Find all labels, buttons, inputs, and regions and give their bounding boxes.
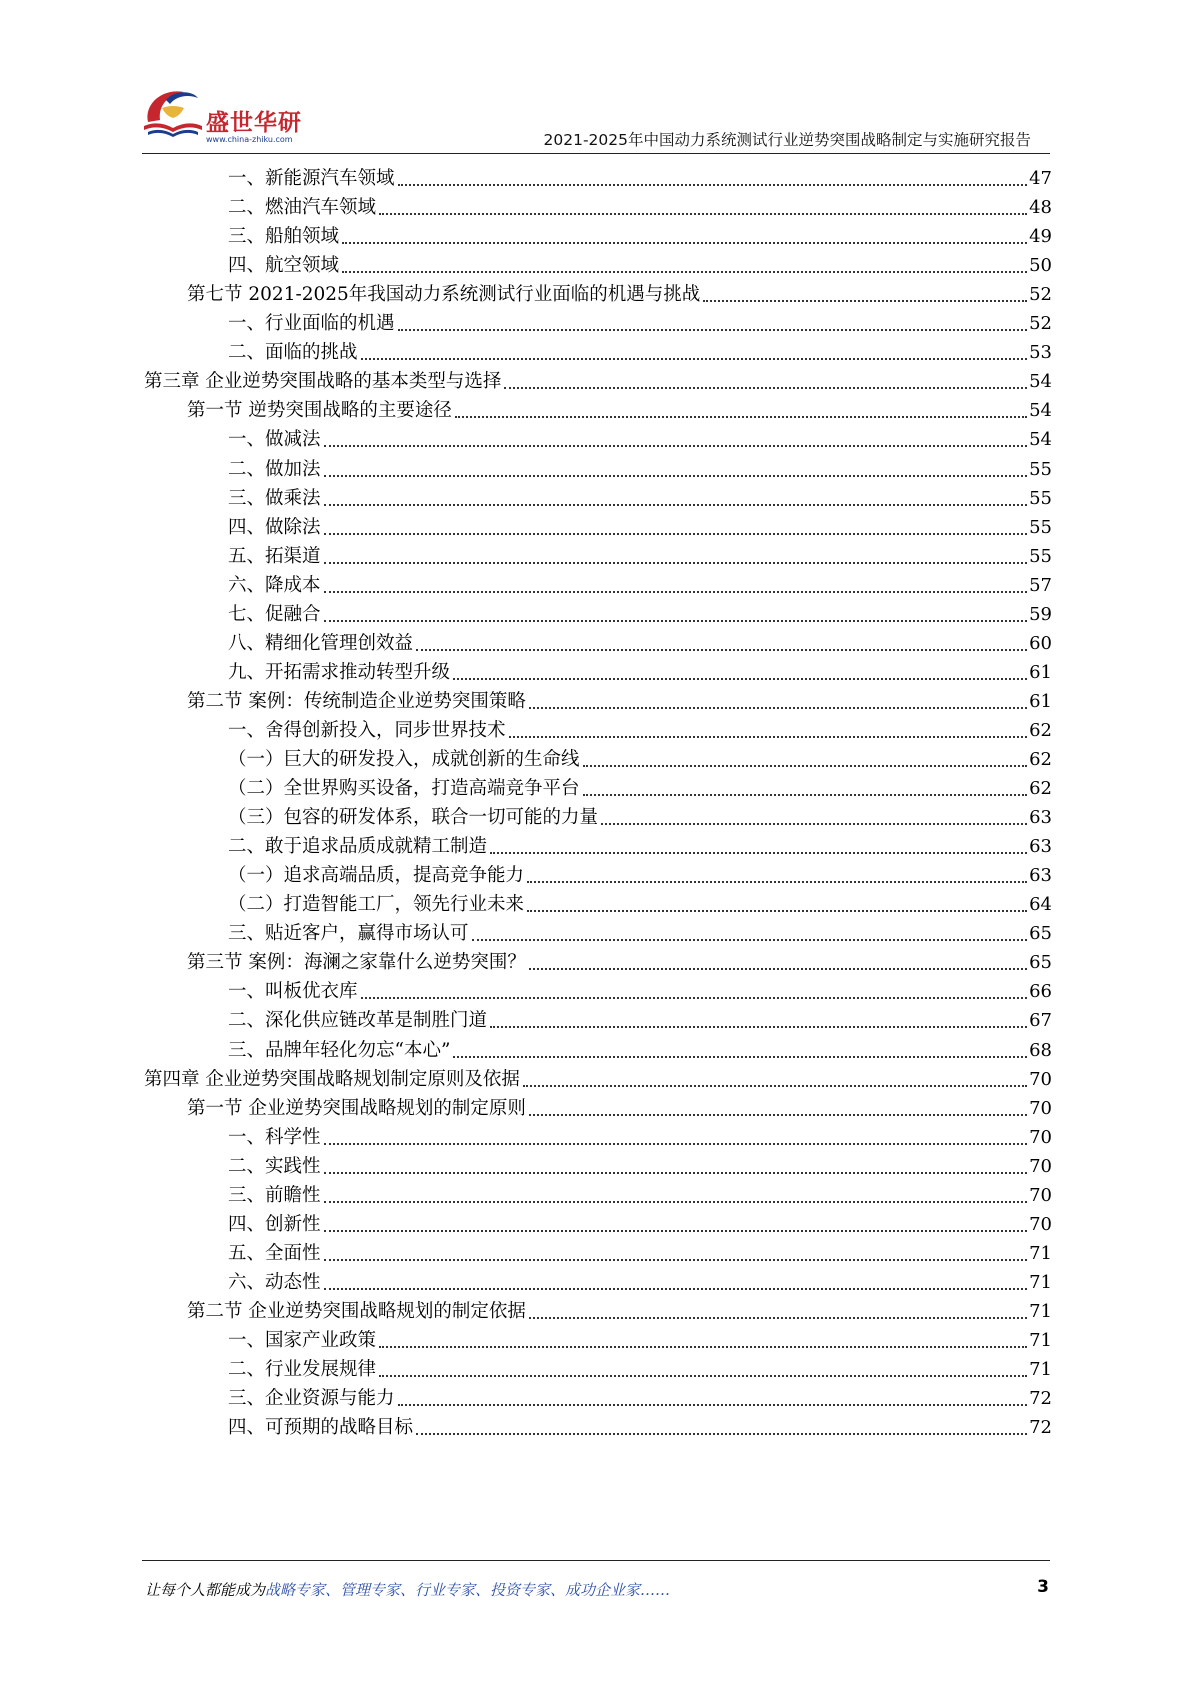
toc-dot-leader — [529, 1113, 1027, 1116]
toc-dot-leader — [398, 1403, 1028, 1406]
toc-entry-title: 第二节 企业逆势突围战略规划的制定依据 — [187, 1300, 526, 1322]
toc-dot-leader — [324, 1200, 1028, 1203]
toc-entry-page: 50 — [1029, 255, 1052, 277]
toc-dot-leader — [416, 1432, 1027, 1435]
toc-dot-leader — [324, 619, 1028, 622]
toc-entry-page: 63 — [1029, 807, 1052, 829]
toc-entry[interactable] — [228, 1004, 1052, 1034]
toc-entry-title: 三、做乘法 — [228, 487, 321, 509]
toc-entry-title: 二、敢于追求品质成就精工制造 — [228, 836, 488, 858]
toc-entry[interactable] — [228, 1034, 1052, 1064]
toc-entry[interactable] — [228, 511, 1052, 541]
toc-entry[interactable] — [228, 1324, 1052, 1354]
toc-entry-title: 四、航空领域 — [228, 255, 340, 277]
toc-entry[interactable] — [228, 423, 1052, 453]
toc-dot-leader — [324, 444, 1028, 447]
toc-entry-title: 五、拓渠道 — [228, 545, 321, 567]
toc-entry[interactable] — [228, 830, 1052, 860]
toc-entry-title: （一）追求高端品质，提高竞争能力 — [228, 865, 525, 887]
toc-entry-page: 71 — [1029, 1242, 1052, 1264]
toc-entry-page: 70 — [1029, 1097, 1052, 1119]
toc-entry-title: 四、可预期的战略目标 — [228, 1417, 414, 1439]
toc-entry[interactable] — [228, 453, 1052, 483]
toc-entry-title: 二、深化供应链改革是制胜门道 — [228, 1010, 488, 1032]
toc-entry-title: 三、品牌年轻化勿忘“本心” — [228, 1039, 451, 1061]
toc-dot-leader — [523, 1084, 1027, 1087]
toc-dot-leader — [583, 764, 1028, 767]
report-title: 2021-2025年中国动力系统测试行业逆势突围战略制定与实施研究报告 — [543, 131, 1031, 149]
toc-dot-leader — [527, 909, 1027, 912]
toc-entry-page: 52 — [1029, 313, 1052, 335]
toc-entry-page: 71 — [1029, 1330, 1052, 1351]
toc-entry-title: 第二节 案例：传统制造企业逆势突围策略 — [187, 690, 526, 712]
toc-entry-title: 第四章 企业逆势突围战略规划制定原则及依据 — [144, 1068, 520, 1090]
toc-entry-page: 47 — [1029, 168, 1052, 189]
toc-entry[interactable] — [228, 627, 1052, 657]
toc-entry[interactable] — [228, 1208, 1052, 1238]
toc-entry-page: 60 — [1029, 632, 1052, 654]
logo-book-icon — [140, 82, 206, 144]
toc-entry-title: 二、行业发展规律 — [228, 1359, 377, 1381]
toc-entry[interactable] — [228, 1353, 1052, 1383]
toc-dot-leader — [529, 967, 1027, 970]
toc-entry[interactable] — [228, 1121, 1052, 1151]
toc-entry-title: 一、行业面临的机遇 — [228, 313, 395, 335]
toc-dot-leader — [703, 299, 1027, 302]
toc-dot-leader — [324, 1229, 1028, 1232]
toc-entry-title: 一、做减法 — [228, 429, 321, 451]
toc-entry[interactable] — [144, 1063, 1052, 1093]
toc-entry-title: 一、国家产业政策 — [228, 1330, 377, 1351]
toc-entry-page: 55 — [1029, 545, 1052, 567]
toc-entry[interactable] — [228, 1237, 1052, 1267]
toc-entry-page: 70 — [1029, 1184, 1052, 1206]
toc-entry-page: 62 — [1029, 749, 1052, 770]
toc-dot-leader — [379, 1345, 1027, 1348]
toc-entry-page: 71 — [1029, 1300, 1052, 1322]
slogan-prefix: 让每个人都能成为 — [145, 1581, 266, 1599]
toc-entry-title: 一、叫板优衣库 — [228, 981, 358, 1003]
toc-entry-title: 三、贴近客户，赢得市场认可 — [228, 923, 469, 945]
toc-entry[interactable] — [187, 685, 1052, 715]
toc-entry-page: 70 — [1029, 1068, 1052, 1090]
toc-entry-title: 六、降成本 — [228, 574, 321, 596]
toc-dot-leader — [455, 415, 1027, 418]
toc-entry-page: 54 — [1029, 400, 1052, 422]
toc-entry-title: 二、实践性 — [228, 1155, 321, 1177]
toc-entry[interactable] — [228, 888, 1052, 918]
toc-entry-page: 72 — [1029, 1417, 1052, 1439]
toc-entry[interactable] — [228, 1179, 1052, 1209]
toc-entry-title: （二）全世界购买设备，打造高端竞争平台 — [228, 778, 580, 800]
toc-entry[interactable] — [187, 1092, 1052, 1122]
toc-dot-leader — [361, 996, 1028, 999]
toc-entry-title: 六、动态性 — [228, 1271, 321, 1293]
toc-entry-page: 72 — [1029, 1388, 1052, 1410]
toc-entry-title: 第一节 企业逆势突围战略规划的制定原则 — [187, 1097, 526, 1119]
toc-entry[interactable] — [228, 772, 1052, 802]
toc-entry[interactable] — [228, 1382, 1052, 1412]
page-number: 3 — [1037, 1577, 1049, 1597]
toc-entry-title: 一、舍得创新投入，同步世界技术 — [228, 719, 506, 741]
toc-dot-leader — [361, 357, 1028, 360]
toc-entry-page: 67 — [1029, 1010, 1052, 1032]
toc-entry-page: 62 — [1029, 778, 1052, 800]
footer-slogan — [145, 1579, 670, 1600]
toc-entry-title: 第三节 案例：海澜之家靠什么逆势突围？ — [187, 952, 526, 974]
toc-entry[interactable] — [228, 1411, 1052, 1441]
toc-entry[interactable] — [228, 482, 1052, 512]
toc-dot-leader — [529, 1316, 1027, 1319]
toc-entry[interactable] — [228, 1266, 1052, 1296]
page-header — [0, 0, 1191, 160]
toc-dot-leader — [324, 532, 1028, 535]
toc-dot-leader — [324, 590, 1028, 593]
toc-entry-page: 63 — [1029, 836, 1052, 858]
toc-entry-page: 65 — [1029, 923, 1052, 945]
toc-dot-leader — [472, 938, 1028, 941]
toc-dot-leader — [324, 474, 1028, 477]
toc-entry[interactable] — [228, 191, 1052, 221]
toc-dot-leader — [453, 1055, 1027, 1058]
toc-entry-page: 61 — [1029, 690, 1052, 712]
toc-dot-leader — [324, 503, 1028, 506]
toc-entry[interactable] — [228, 1150, 1052, 1180]
toc-entry-page: 52 — [1029, 284, 1052, 306]
toc-entry-title: 三、前瞻性 — [228, 1184, 321, 1206]
toc-dot-leader — [324, 1142, 1028, 1145]
toc-entry-page: 54 — [1029, 429, 1052, 451]
toc-dot-leader — [527, 880, 1027, 883]
toc-dot-leader — [324, 561, 1028, 564]
toc-entry-page: 62 — [1029, 719, 1052, 741]
toc-dot-leader — [583, 793, 1028, 796]
toc-entry[interactable] — [228, 975, 1052, 1005]
toc-entry-page: 59 — [1029, 603, 1052, 625]
toc-entry[interactable] — [228, 249, 1052, 279]
logo-name: 盛世华研 — [206, 110, 302, 136]
toc-entry[interactable] — [187, 1295, 1052, 1325]
company-logo — [140, 82, 340, 152]
toc-entry-page: 55 — [1029, 458, 1052, 480]
toc-entry[interactable] — [144, 365, 1052, 395]
toc-dot-leader — [601, 822, 1027, 825]
toc-entry-title: 五、全面性 — [228, 1242, 321, 1264]
footer-divider — [142, 1560, 1050, 1561]
toc-dot-leader — [324, 1171, 1028, 1174]
toc-entry-title: 三、企业资源与能力 — [228, 1388, 395, 1410]
toc-entry[interactable] — [228, 859, 1052, 889]
toc-entry[interactable] — [228, 540, 1052, 570]
toc-entry-title: （二）打造智能工厂，领先行业未来 — [228, 894, 525, 916]
toc-entry-title: 第一节 逆势突围战略的主要途径 — [187, 400, 452, 422]
toc-dot-leader — [398, 183, 1028, 186]
toc-entry-title: 第三章 企业逆势突围战略的基本类型与选择 — [144, 371, 502, 393]
toc-entry-page: 70 — [1029, 1126, 1052, 1148]
toc-entry-title: 八、精细化管理创效益 — [228, 632, 414, 654]
toc-entry-title: 二、面临的挑战 — [228, 342, 358, 364]
header-divider — [142, 153, 1050, 154]
toc-entry-title: 三、船舶领域 — [228, 226, 340, 248]
toc-entry-page: 63 — [1029, 865, 1052, 887]
toc-entry-title: 二、燃油汽车领域 — [228, 197, 377, 219]
toc-entry-page: 55 — [1029, 516, 1052, 538]
toc-entry-page: 54 — [1029, 371, 1052, 393]
toc-entry[interactable] — [228, 307, 1052, 337]
toc-dot-leader — [453, 677, 1027, 680]
toc-entry-title: （一）巨大的研发投入，成就创新的生命线 — [228, 749, 580, 770]
toc-entry-page: 48 — [1029, 197, 1052, 219]
toc-entry-page: 53 — [1029, 342, 1052, 364]
toc-entry[interactable] — [228, 801, 1052, 831]
toc-dot-leader — [490, 851, 1027, 854]
toc-entry[interactable] — [228, 714, 1052, 744]
toc-entry[interactable] — [228, 598, 1052, 628]
toc-entry-title: 七、促融合 — [228, 603, 321, 625]
toc-entry-page: 55 — [1029, 487, 1052, 509]
toc-entry[interactable] — [228, 656, 1052, 686]
toc-dot-leader — [504, 386, 1027, 389]
toc-entry-title: 一、新能源汽车领域 — [228, 168, 395, 189]
toc-dot-leader — [529, 706, 1027, 709]
toc-entry-page: 71 — [1029, 1359, 1052, 1381]
toc-dot-leader — [342, 241, 1027, 244]
toc-dot-leader — [379, 1374, 1027, 1377]
toc-entry-page: 57 — [1029, 574, 1052, 596]
toc-entry-page: 71 — [1029, 1271, 1052, 1293]
toc-entry-title: 二、做加法 — [228, 458, 321, 480]
toc-entry-page: 66 — [1029, 981, 1052, 1003]
toc-entry[interactable] — [187, 946, 1052, 976]
toc-dot-leader — [398, 328, 1028, 331]
toc-dot-leader — [490, 1025, 1027, 1028]
toc-entry[interactable] — [228, 917, 1052, 947]
toc-entry[interactable] — [228, 569, 1052, 599]
toc-dot-leader — [342, 270, 1027, 273]
toc-entry[interactable] — [228, 743, 1052, 773]
toc-dot-leader — [379, 212, 1027, 215]
toc-entry-page: 49 — [1029, 226, 1052, 248]
slogan-roles: 战略专家、管理专家、行业专家、投资专家、成功企业家…… — [265, 1581, 671, 1599]
toc-entry-page: 61 — [1029, 661, 1052, 683]
toc-dot-leader — [416, 648, 1027, 651]
toc-entry[interactable] — [187, 394, 1052, 424]
toc-entry-title: 一、科学性 — [228, 1126, 321, 1148]
toc-entry-page: 65 — [1029, 952, 1052, 974]
toc-entry[interactable] — [228, 336, 1052, 366]
toc-entry-title: 四、创新性 — [228, 1213, 321, 1235]
toc-entry[interactable] — [228, 162, 1052, 192]
toc-entry-title: 九、开拓需求推动转型升级 — [228, 661, 451, 683]
toc-entry-page: 70 — [1029, 1155, 1052, 1177]
toc-entry-title: 四、做除法 — [228, 516, 321, 538]
toc-dot-leader — [324, 1258, 1028, 1261]
logo-url: www.china-zhiku.com — [206, 135, 293, 144]
toc-entry[interactable] — [187, 278, 1052, 308]
toc-entry-page: 68 — [1029, 1039, 1052, 1061]
toc-dot-leader — [509, 735, 1028, 738]
toc-entry-page: 64 — [1029, 894, 1052, 916]
toc-entry[interactable] — [228, 220, 1052, 250]
toc-dot-leader — [324, 1287, 1028, 1290]
toc-entry-title: 第七节 2021-2025年我国动力系统测试行业面临的机遇与挑战 — [187, 284, 701, 306]
toc-entry-title: （三）包容的研发体系，联合一切可能的力量 — [228, 807, 599, 829]
toc-entry-page: 70 — [1029, 1213, 1052, 1235]
